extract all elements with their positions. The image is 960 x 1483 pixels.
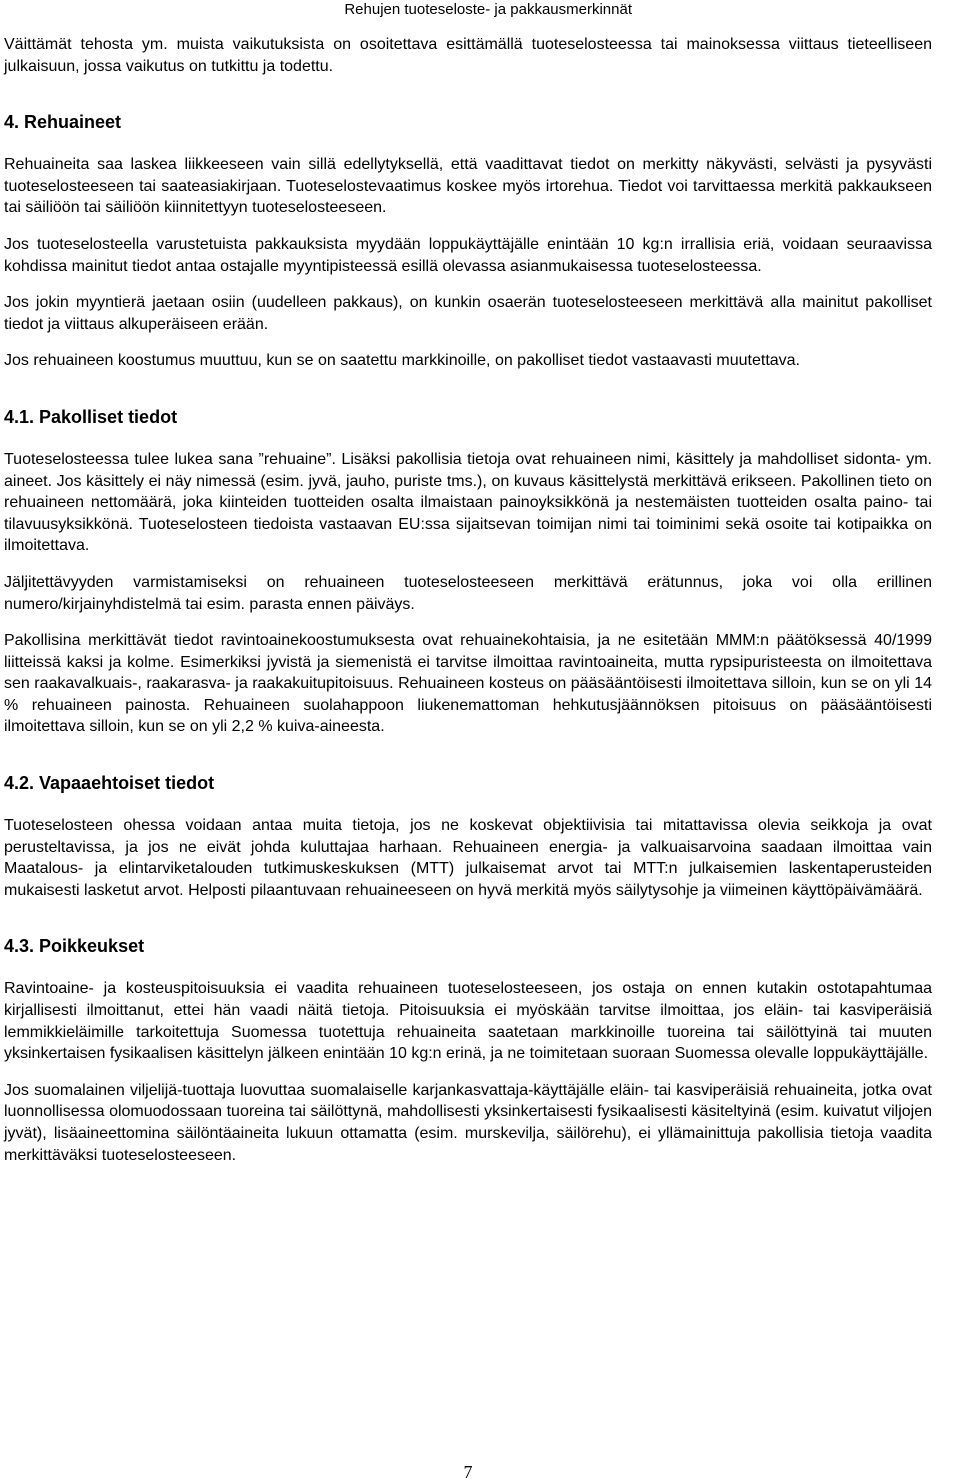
section-4-paragraph: Jos jokin myyntierä jaetaan osiin (uudelleen pakkaus), on kunkin osaerän tuoteselosteeseen merkittävä alla mainitut pakolliset tiedot ja viittaus alkuperäiseen erään. — [4, 294, 932, 333]
section-4-1-paragraph: Tuoteselosteessa tulee lukea sana ”rehuaine”. Lisäksi pakollisia tietoja ovat rehuaineen nimi, käsittely ja mahdolliset sidonta- ym. aineet. Jos käsittely ei näy nimessä (esim. jyvä, jauho, puriste tms.), on kuvaus käsittelystä merkittävä erikseen. Pakollinen tieto on rehuaineen nettomäärä, joka kiinteiden tuotteiden osalta ilmaistaan painoyksikkönä ja nestemäisten tuotteiden osalta paino- tai tilavuusyksikkönä. Tuoteselosteen tiedoista vastaavan EU:ssa sijaitsevan toimijan nimi tai toiminimi sekä osoite tai kotipaikka on ilmoitettava. — [4, 450, 932, 555]
section-4-3-paragraph: Jos suomalainen viljelijä-tuottaja luovuttaa suomalaiselle karjankasvattaja-käyttäjälle eläin- tai kasviperäisiä rehuaineita, jotka ovat luonnollisessa olomuodossaan tuoreina tai säilöttynä, mahdollisesti yksinkertaisesti fysikaalisesti käsiteltyinä (esim. kuivatut viljojen jyvät), lisäaineettomina säilöntäaineita lukuun ottamatta (esim. murskevilja, säilörehu), ei yllämainittuja pakollisia tietoja vaadita merkittäväksi tuoteselosteeseen. — [4, 1081, 932, 1164]
section-4-3-paragraph: Ravintoaine- ja kosteuspitoisuuksia ei vaadita rehuaineen tuoteselosteeseen, jos ostaja on ennen kutakin ostotapahtumaa kirjallisesti ilmoittanut, ettei hän vaadi näitä tietoja. Pitoisuuksia ei myöskään tarvitse ilmoittaa, jos eläin- tai kasviperäisiä lemmikkieläimille tarkoitettuja Suomessa tuotettuja rehuaineita saatetaan markkinoille tuoreina tai säilöttyinä tai muuten yksinkertaisen fysikaalisen käsittelyn jälkeen enintään 10 kg:n erinä, ja ne toimitetaan suoraan Suomessa olevalle loppukäyttäjälle. — [4, 980, 932, 1063]
section-4-3-heading: 4.3. Poikkeukset — [4, 936, 145, 957]
section-4-1-paragraph: Pakollisina merkittävät tiedot ravintoainekoostumuksesta ovat rehuainekohtaisia, ja ne esitetään MMM:n päätöksessä 40/1999 liitteissä kaksi ja kolme. Esimerkiksi jyvistä ja siemenistä ei tarvitse ilmoittaa ravintoaineita, mutta rypsipuristeesta on ilmoitettava sen raakavalkuais-, raakarasva- ja raakakuitupitoisuus. Rehuaineen kosteus on pääsääntöisesti ilmoitettava silloin, kun se on yli 14 % rehuaineen painosta. Rehuaineen suolahappoon liukenemattoman hehkutusjäännöksen pitoisuus on pääsääntöisesti ilmoitettava silloin, kun se on yli 2,2 % kuiva-aineesta. — [4, 632, 932, 736]
section-4-heading: 4. Rehuaineet — [4, 112, 122, 133]
section-4-2-paragraph: Tuoteselosteen ohessa voidaan antaa muita tietoja, jos ne koskevat objektiivisia tai mitattavissa olevia seikkoja ja ovat perusteltavissa, ja jos ne eivät johda kuluttajaa harhaan. Rehuaineen energia- ja valkuaisarvoina saadaan ilmoittaa vain Maatalous- ja elintarviketalouden tutkimuskeskuksen (MTT) julkaisemat arvot tai MTT:n julkaisemien laskentaperusteiden mukaisesti lasketut arvot. Helposti pilaantuvaan rehuaineeseen on hyvä merkitä myös säilytysohje ja viimeinen käyttöpäivämäärä. — [4, 817, 932, 899]
section-4-1-paragraph: Jäljitettävyyden varmistamiseksi on rehuaineen tuoteselosteeseen merkittävä erätunnus, joka voi olla erillinen numero/kirjainyhdistelmä tai esim. parasta ennen päiväys. — [4, 573, 932, 613]
section-4-paragraph: Jos rehuaineen koostumus muuttuu, kun se on saatettu markkinoille, on pakolliset tiedot vastaavasti muutettava. — [4, 352, 800, 370]
section-4-2-heading: 4.2. Vapaaehtoiset tiedot — [4, 773, 215, 794]
running-header: Rehujen tuoteseloste- ja pakkausmerkinnät — [344, 1, 632, 18]
intro-paragraph: Väittämät tehosta ym. muista vaikutuksista on osoitettava esittämällä tuoteselosteessa tai mainoksessa viittaus tieteelliseen julkaisuun, jossa vaikutus on tutkittu ja todettu. — [4, 36, 932, 75]
section-4-paragraph: Rehuaineita saa laskea liikkeeseen vain sillä edellytyksellä, että vaadittavat tiedot on merkitty näkyvästi, selvästi ja pysyvästi tuoteselosteeseen tai saateasiakirjaan. Tuoteselostevaatimus koskee myös irtorehua. Tiedot voi tarvittaessa merkitä pakkaukseen tai säiliöön tai säiliöön kiinnitettyyn tuoteselosteeseen. — [4, 156, 932, 217]
section-4-1-heading: 4.1. Pakolliset tiedot — [4, 406, 178, 427]
section-4-paragraph: Jos tuoteselosteella varustetuista pakkauksista myydään loppukäyttäjälle enintään 10 kg:n irrallisia eriä, voidaan seuraavissa kohdissa mainitut tiedot antaa ostajalle myyntipisteessä esillä olevassa asianmukaisessa tuoteselosteessa. — [4, 235, 932, 275]
document-body — [4, 34, 932, 1166]
page-number: 7 — [463, 1462, 473, 1482]
